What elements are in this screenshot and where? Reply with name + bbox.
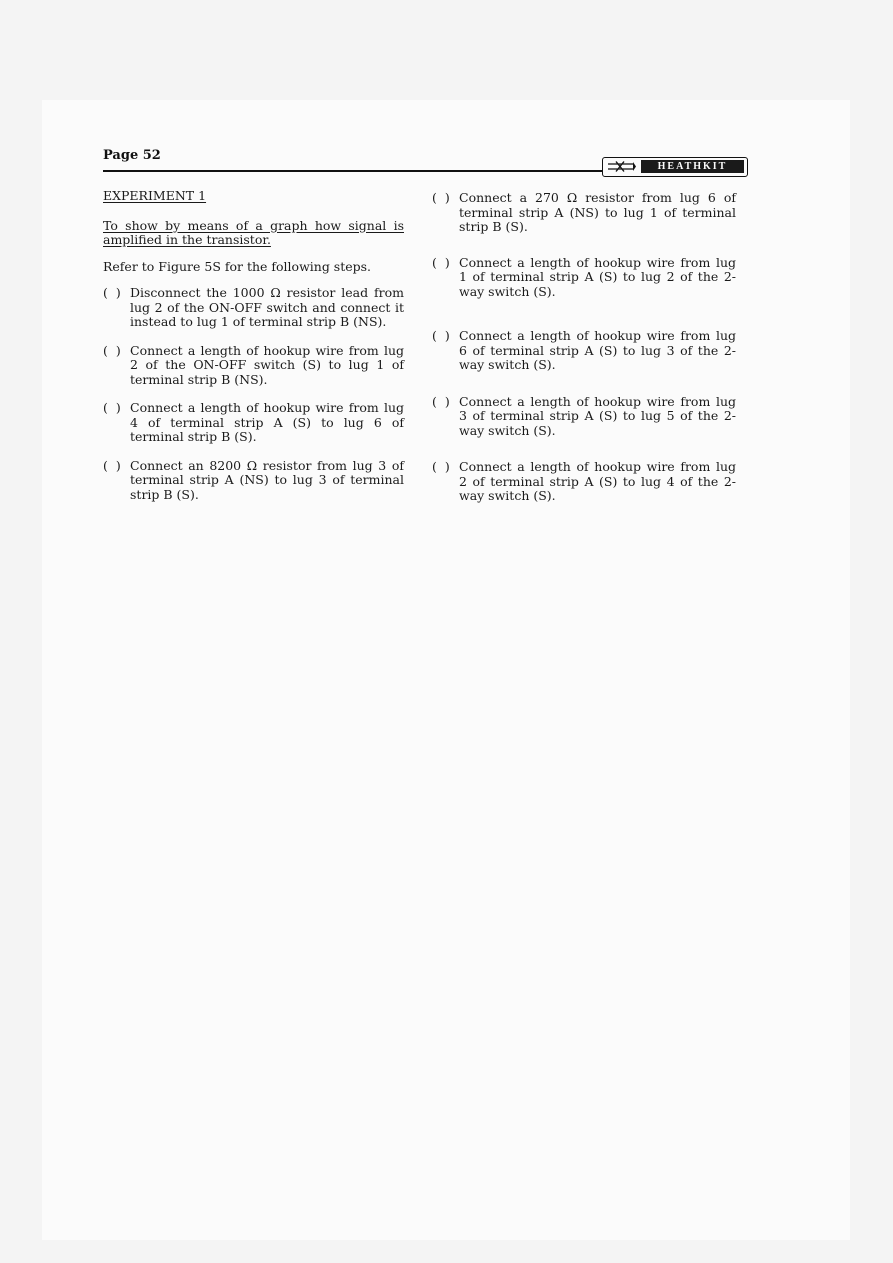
step-item <box>432 460 736 504</box>
step-text: Disconnect the 1000 Ω resistor lead from lug 2 of the ON-OFF switch and connect it instead to lug 1 of terminal strip B (NS). <box>130 285 404 329</box>
heathkit-arrow-logo-icon <box>607 161 637 172</box>
step-checkbox[interactable]: ( ) <box>432 254 450 270</box>
step-item <box>103 459 404 503</box>
step-checkbox[interactable]: ( ) <box>432 190 450 205</box>
experiment-purpose: To show by means of a graph how signal is amplified in the transistor. <box>103 217 404 247</box>
manual-page <box>42 100 850 1240</box>
step-item <box>103 401 404 445</box>
step-text: Connect a length of hookup wire from lug 6 of terminal strip A (S) to lug 3 of the 2-way switch (S). <box>459 328 736 372</box>
step-item <box>432 395 736 439</box>
step-checkbox[interactable]: ( ) <box>103 457 121 473</box>
heathkit-logo <box>602 157 748 177</box>
page-number: Page 52 <box>103 148 161 163</box>
step-checkbox[interactable]: ( ) <box>432 328 450 343</box>
step-item <box>103 286 404 330</box>
step-text: Connect a length of hookup wire from lug 2 of the ON-OFF switch (S) to lug 1 of terminal strip B (NS). <box>130 342 404 387</box>
step-checkbox[interactable]: ( ) <box>103 285 121 300</box>
step-item <box>432 329 736 373</box>
step-text: Connect a length of hookup wire from lug 3 of terminal strip A (S) to lug 5 of the 2-way switch (S). <box>459 393 736 438</box>
step-checkbox[interactable]: ( ) <box>103 400 121 415</box>
logo-wordmark: HEATHKIT <box>641 160 744 173</box>
step-text: Connect a 270 Ω resistor from lug 6 of terminal strip A (NS) to lug 1 of terminal strip B (S). <box>459 190 736 234</box>
experiment-heading: EXPERIMENT 1 <box>103 188 207 203</box>
left-column <box>103 189 404 516</box>
step-checkbox[interactable]: ( ) <box>432 393 450 409</box>
intro-text: Refer to Figure 5S for the following steps. <box>103 258 372 274</box>
step-checkbox[interactable]: ( ) <box>432 459 450 474</box>
step-item <box>432 256 736 300</box>
step-text: Connect a length of hookup wire from lug 1 of terminal strip A (S) to lug 2 of the 2-way switch (S). <box>459 254 736 299</box>
step-text: Connect an 8200 Ω resistor from lug 3 of terminal strip A (NS) to lug 3 of terminal strip B (S). <box>130 457 404 502</box>
step-checkbox[interactable]: ( ) <box>103 342 121 358</box>
step-text: Connect a length of hookup wire from lug 4 of terminal strip A (S) to lug 6 of terminal strip B (S). <box>130 400 404 444</box>
header-rule <box>103 170 638 172</box>
step-item <box>103 344 404 388</box>
step-text: Connect a length of hookup wire from lug 2 of terminal strip A (S) to lug 4 of the 2-way switch (S). <box>459 459 736 503</box>
step-item <box>432 191 736 235</box>
right-column <box>432 191 736 504</box>
